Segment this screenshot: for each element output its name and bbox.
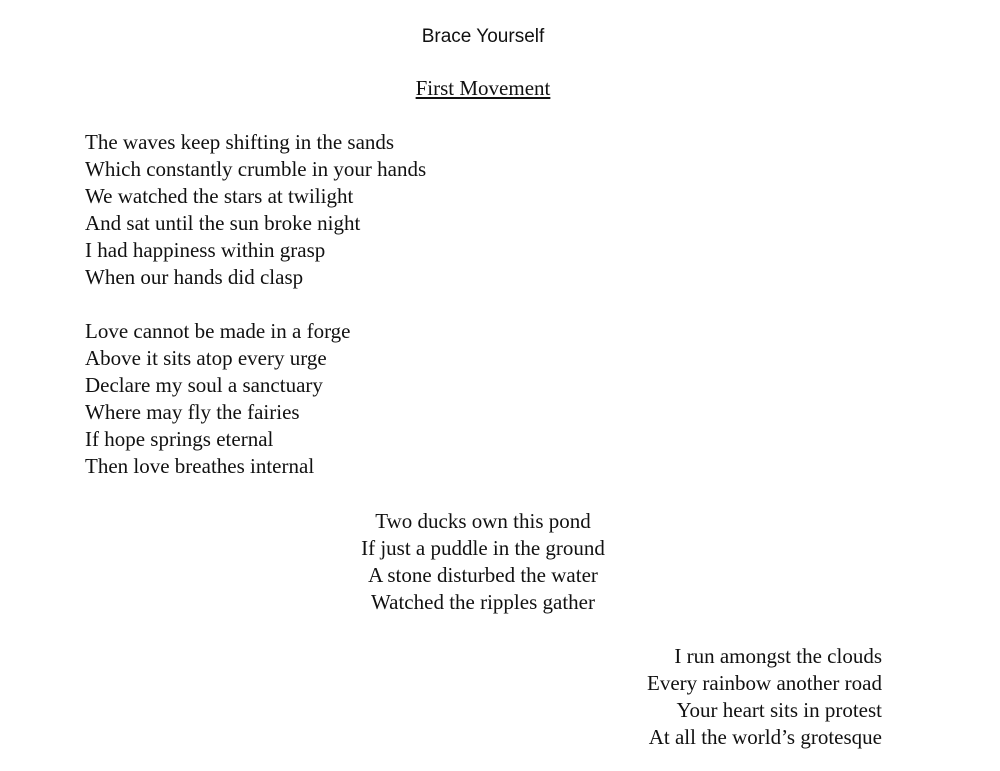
poem-line: Which constantly crumble in your hands bbox=[85, 157, 427, 182]
poem-line: Declare my soul a sanctuary bbox=[85, 373, 323, 398]
poem-line: And sat until the sun broke night bbox=[85, 211, 361, 236]
stanza-2 bbox=[85, 318, 351, 481]
poem-line: I had happiness within grasp bbox=[85, 238, 326, 263]
poem-line: Every rainbow another road bbox=[647, 671, 882, 696]
poem-line: I run amongst the clouds bbox=[674, 644, 882, 668]
poem-line: If hope springs eternal bbox=[85, 427, 274, 452]
poem-line: A stone disturbed the water bbox=[368, 563, 598, 588]
poem-line: If just a puddle in the ground bbox=[361, 536, 605, 561]
poem-line: When our hands did clasp bbox=[85, 265, 304, 290]
poem-line: At all the world’s grotesque bbox=[648, 725, 882, 750]
stanza-3 bbox=[283, 508, 683, 616]
poem-line: We watched the stars at twilight bbox=[85, 184, 354, 209]
poem-line: Watched the ripples gather bbox=[371, 590, 595, 615]
stanza-4 bbox=[482, 643, 882, 751]
poem-line: Above it sits atop every urge bbox=[85, 346, 327, 371]
poem-title: Brace Yourself bbox=[421, 26, 545, 47]
movement-heading: First Movement bbox=[415, 76, 551, 100]
poem-line: The waves keep shifting in the sands bbox=[85, 130, 395, 154]
stanza-1 bbox=[85, 129, 426, 292]
poem-line: Then love breathes internal bbox=[85, 454, 315, 479]
poem-line: Your heart sits in protest bbox=[676, 698, 882, 723]
poem-line: Two ducks own this pond bbox=[375, 509, 591, 533]
poem-line: Where may fly the fairies bbox=[85, 400, 300, 425]
poem-line: Love cannot be made in a forge bbox=[85, 319, 351, 343]
